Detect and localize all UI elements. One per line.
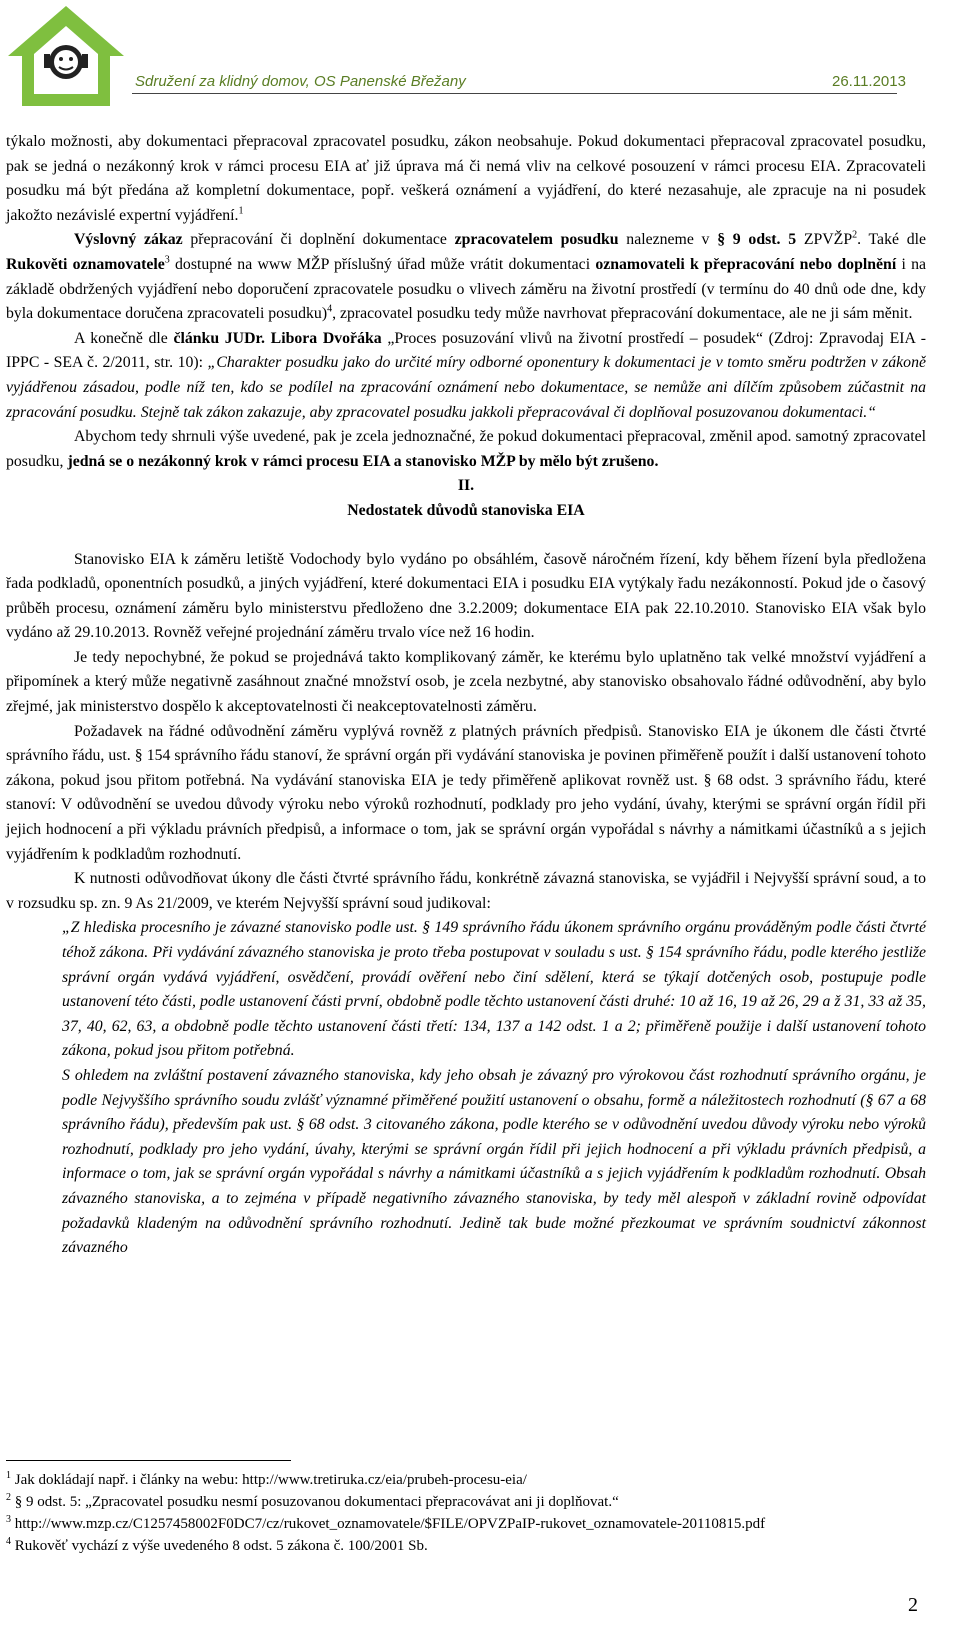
document-body [6,130,926,1261]
footnote-number: 4 [6,1536,11,1547]
paragraph-text: týkalo možnosti, aby dokumentaci přepracoval zpracovatel posudku, zákon neobsahuje. Pokud dokumentaci přepracoval zpracovatel posudku, pak se jedná o nezákonný krok v rámci procesu EIA ať již úprava má či nemá vliv na celkové posouzení v rámci procesu EIA. Zpracovateli posudku má být předána až kompletní dokumentace, popř. veškerá oznámení a vyjádření, do které nezasahuje, ale zpracuje na ni posudek jakožto nezávislé expertní vyjádření. [6,133,926,224]
house-logo-icon [6,4,126,108]
court-quote: S ohledem na zvláštní postavení závazného stanoviska, kdy jeho obsah je závazný pro výrokovou část rozhodnutí správního orgánu, je podle Nejvyššího správního soudu zvlášť významné přiměřené použití ustanovení o obsahu, formě a náležitostech rozhodnutí (§ 67 a 68 správního řádu), především pak ust. § 68 odst. 3 citovaného zákona, podle kterého se v odůvodnění uvedou důvody výroku nebo výroků rozhodnutí, podklady pro jeho vydání, úvahy, kterými se správní orgán řídil při jejich hodnocení a při výkladu právních předpisů, a informace o tom, jak se správní orgán vypořádal s návrhy a námitkami účastníků a s jejich vyjádřením k podkladům rozhodnutí. Obsah závazného stanoviska, a to zejména v případě negativního závazného stanoviska, by tedy měl alespoň v základní rovině odpovídat požadavků kladeným na odůvodnění správního rozhodnutí. Jedině tak bude možné přezkoumat ve správním soudnictví zákonnost závazného [62,1066,926,1257]
header-organization: Sdružení za klidný domov, OS Panenské Břežany [135,73,466,90]
paragraph-text: ZPVŽP [796,231,853,249]
paragraph-text: nalezneme v [618,231,718,249]
footnote [6,1514,926,1534]
bold-text: oznamovateli k přepracování nebo doplnění [595,255,897,273]
paragraph-text: dostupné na www MŽP příslušný úřad může vrátit dokumentaci [169,255,596,273]
footnote-text: http://www.mzp.cz/C1257458002F0DC7/cz/rukovet_oznamovatele/$FILE/OPVZPaIP-rukovet_oznamovatele-20110815.pdf [14,1516,766,1532]
paragraph-text: „Proces posuzování vlivů na životní prostředí – posudek“ (Zdroj: Zpravodaj EIA - IPPC - SEA č. 2/2011, str. 10): [6,329,926,372]
footnote [6,1536,926,1556]
spacer [6,524,926,548]
paragraph: Stanovisko EIA k záměru letiště Vodochody bylo vydáno po obsáhlém, časově náročném řízení, kdy během řízení byla předložena řada podkladů, oponentních posudků, a jiných vyjádření, které dokumentaci EIA i posudku EIA vytýkaly řadu nezákonností. Pokud jde o časový průběh procesu, oznámení záměru bylo ministerstvu předloženo dne 3.2.2009; dokumentace EIA pak 22.10.2010. Stanovisko EIA však bylo vydáno až 29.10.2013. Rovněž veřejné projednání záměru trvalo více než 16 hodin. [6,550,926,642]
footnote [6,1470,926,1490]
paragraph [6,228,926,326]
section-number: II. [457,477,475,495]
paragraph: K nutnosti odůvodňovat úkony dle části čtvrté správního řádu, konkrétně závazná stanoviska, se vyjádřil i Nejvyšší správní soud, a to v rozsudku sp. zn. 9 As 21/2009, ve kterém Nejvyšší správní soud judikoval: [6,870,926,912]
bold-text: Libora Dvořáka [270,329,382,347]
footnote-number: 2 [6,1492,11,1503]
page-number: 2 [908,1594,918,1616]
italic-quote: „Charakter posudku jako do určité míry odborné oponentury k dokumentaci je v tomto směru podtržen v zákoně vyjádřenou zásadou, podle níž ten, kdo se podílel na zpracování oznámení nebo dokumentace, se nemůže ani dílčím způsobem zúčastnit na zpracování posudku. Stejně tak zákon zakazuje, aby zpracovatel posudku jakkoli přepracovával či doplňoval posuzovanou dokumentaci.“ [6,354,926,421]
paragraph-text: , zpracovatel posudku tedy může navrhovat přepracování dokumentace, ale ne ji sám měnit. [332,305,913,323]
paragraph: Je tedy nepochybné, že pokud se projednává takto komplikovaný záměr, ke kterému bylo uplatněno tak velké množství vyjádření a připomínek a který může negativně zasáhnout značné množství osob, je zcela nezbytné, aby stanovisko obsahovalo řádné odůvodnění, aby bylo zřejmé, jak ministerstvo dospělo k akceptovatelnosti či neakceptovatelnosti záměru. [6,648,926,716]
footnote-ref: 2 [852,230,858,242]
bold-text: zpracovatelem posudku [454,231,619,249]
bold-text: jedná se o nezákonný krok v rámci procesu EIA a stanovisko MŽP by mělo být zrušeno. [67,452,659,470]
footnote-text: Rukověť vychází z výše uvedeného 8 odst. 5 zákona č. 100/2001 Sb. [14,1538,428,1554]
header-divider [132,93,897,94]
paragraph [6,130,926,228]
footnote-ref: 1 [238,205,244,217]
footnotes [6,1470,926,1558]
court-quote: „Z hlediska procesního je závazné stanovisko podle ust. § 149 správního řádu úkonem správního orgánu prováděným podle části čtvrté téhož zákona. Při vydávání závazného stanoviska je proto třeba postupovat v souladu s ust. § 154 správního řádu, podle kterého jestliže správní orgán vydává vyjádření, osvědčení, provádí ověření nebo činí sdělení, která se týkají dotčených osob, postupuje podle ustanovení této části, podle ustanovení části první, obdobně podle těchto ustanovení části druhé: 10 až 16, 19 až 26, 29 a ž 31, 33 až 35, 37, 40, 62, 63, a obdobně podle těchto ustanovení části třetí: 134, 137 a 142 odst. 1 a 2; přiměřeně použije i další ustanovení tohoto zákona, pokud jsou přitom potřebná. [62,919,926,1060]
footnote-divider [6,1460,291,1461]
paragraph-text: A konečně dle [74,329,174,347]
footnote [6,1492,926,1512]
organization-logo [6,4,126,108]
paragraph-text: . Také dle [857,231,927,249]
paragraph-text: i na základě obdržených vyjádření nebo doporučení zpracovatele posudku o vlivech záměru na životní prostředí (v termínu do 40 dnů ode dne, kdy byla dokumentace doručena zpracovateli posudku) [6,255,926,323]
footnote-ref: 4 [327,303,333,315]
paragraph-text: Abychom tedy shrnuli výše uvedené, pak je zcela jednoznačné, že pokud dokumentaci přepracoval, změnil apod. samotný zpracovatel posudku, [6,428,926,470]
paragraph [6,327,926,425]
footnote-ref: 3 [164,254,170,266]
footnote-text: Jak dokládají např. i články na webu: http://www.tretiruka.cz/eia/prubeh-procesu-eia/ [14,1472,527,1488]
bold-text: Rukověti oznamovatele [6,255,165,273]
bold-text: článku JUDr. [173,329,265,347]
footnote-text: § 9 odst. 5: „Zpracovatel posudku nesmí posuzovanou dokumentaci přepracovávat ani ji doplňovat.“ [14,1494,619,1510]
paragraph: Požadavek na řádné odůvodnění záměru vyplývá rovněž z platných právních předpisů. Stanovisko EIA je úkonem dle části čtvrté správního řádu, ust. § 154 správního řádu stanoví, že správní orgán při vydávání stanoviska je povinen přiměřeně použít i další ustanovení tohoto zákona, pokud jsou přitom potřebná. Na vydávání stanoviska EIA je tedy přiměřeně aplikovat rovněž ust. § 68 odst. 3 správního řádu, které stanoví: V odůvodnění se uvedou důvody výroku nebo výroků rozhodnutí, podklady pro jeho vydání, úvahy, kterými se správní orgán řídil při jejich hodnocení a při výkladu právních předpisů, a informace o tom, jak se správní orgán vypořádal s návrhy a námitkami účastníků a s jejich vyjádřením k podkladům rozhodnutí. [6,722,926,863]
bold-text: Výslovný zákaz [74,231,183,249]
paragraph [6,425,926,474]
header-date: 26.11.2013 [832,73,906,90]
paragraph-text: přepracování či doplnění dokumentace [182,231,455,249]
footnote-number: 3 [6,1514,11,1525]
footnote-number: 1 [6,1470,11,1481]
bold-text: § 9 odst. 5 [717,231,797,249]
section-title: Nedostatek důvodů stanoviska EIA [347,501,585,519]
